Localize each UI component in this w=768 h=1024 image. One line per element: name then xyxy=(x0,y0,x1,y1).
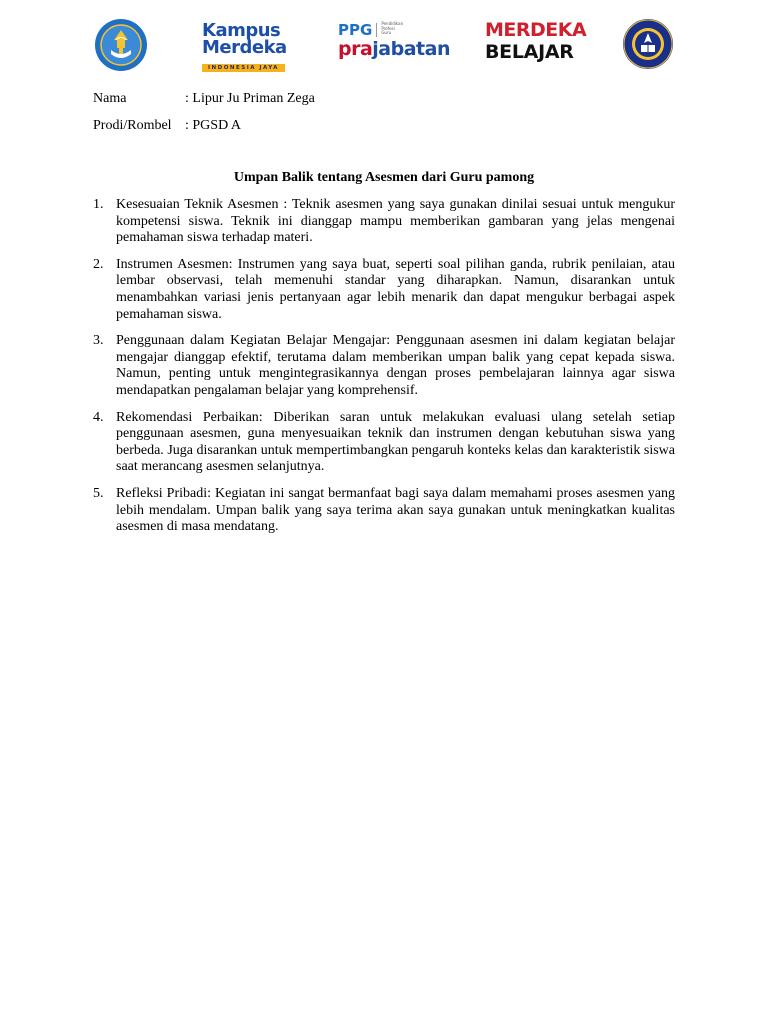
list-item-number: 5. xyxy=(93,485,104,501)
ppg-logo-subtitle-3: Guru xyxy=(381,30,392,35)
list-item xyxy=(93,486,675,536)
name-label: Nama xyxy=(93,91,127,106)
list-item xyxy=(93,333,675,399)
prajabatan-logo-pra: pra xyxy=(338,38,373,60)
prodi-label: Prodi/Rombel xyxy=(93,118,172,133)
feedback-list xyxy=(93,197,675,546)
list-item xyxy=(93,257,675,323)
name-value: : Lipur Ju Priman Zega xyxy=(185,91,315,106)
list-item-text: Kesesuaian Teknik Asesmen : Teknik asesmen yang saya gunakan dinilai sesuai untuk mengukur kompetensi siswa. Teknik ini dianggap mampu memberikan gambaran yang jelas mengenai pemahaman siswa terhadap materi. xyxy=(116,197,675,246)
list-item-text: Penggunaan dalam Kegiatan Belajar Mengajar: Penggunaan asesmen ini dalam kegiatan belajar mengajar dianggap efektif, terutama dalam memberikan umpan balik yang cepat kepada siswa. Namun, penting untuk mengintegrasikannya dengan proses pembelajaran lainnya agar siswa mendapatkan pengalaman belajar yang komprehensif. xyxy=(116,333,675,398)
list-item-number: 2. xyxy=(93,256,104,272)
kampus-merdeka-logo-line2: Merdeka xyxy=(202,37,287,58)
university-seal-icon xyxy=(622,18,674,70)
merdeka-belajar-logo-top: MERDEKA xyxy=(485,19,587,41)
merdeka-belajar-logo-bottom: BELAJAR xyxy=(485,41,574,63)
header-logos xyxy=(0,14,768,76)
list-item-number: 1. xyxy=(93,197,104,212)
document-title: Umpan Balik tentang Asesmen dari Guru pamong xyxy=(233,170,535,185)
list-item xyxy=(93,197,675,247)
ppg-logo-subtitle-1: Pendidikan xyxy=(381,21,404,26)
kampus-merdeka-tagline: INDONESIA JAYA xyxy=(202,64,285,72)
ppg-logo-subtitle xyxy=(381,22,403,36)
kampus-merdeka-logo xyxy=(202,22,298,72)
ppg-prajabatan-logo xyxy=(338,21,450,72)
list-item xyxy=(93,410,675,476)
ppg-logo-divider xyxy=(376,23,377,37)
ppg-logo-subtitle-2: Profesi xyxy=(381,25,395,31)
merdeka-belajar-logo xyxy=(485,19,587,71)
prodi-row xyxy=(93,118,241,134)
kampus-merdeka-logo-line1: Kampus xyxy=(202,20,281,41)
prodi-value: : PGSD A xyxy=(185,118,242,133)
name-row xyxy=(93,91,315,107)
list-item-text: Instrumen Asesmen: Instrumen yang saya buat, seperti soal pilihan ganda, rubrik penilaian, atau lembar observasi, telah memenuhi standar yang diharapkan. Namun, disarankan untuk menambahkan variasi jenis pertanyaan agar lebih menarik dan dapat mengukur berbagai aspek pemahaman siswa. xyxy=(116,256,675,322)
list-item-text: Refleksi Pribadi: Kegiatan ini sangat bermanfaat bagi saya dalam memahami proses asesmen yang lebih mendalam. Umpan balik yang saya terima akan saya gunakan untuk meningkatkan kualitas asesmen di masa mendatang. xyxy=(116,485,675,535)
prajabatan-logo-word xyxy=(338,38,450,60)
ppg-logo-word: PPG xyxy=(338,21,373,39)
kemdikbud-logo-icon xyxy=(94,18,148,72)
list-item-number: 3. xyxy=(93,333,104,349)
prajabatan-logo-jabatan: jabatan xyxy=(372,38,450,60)
list-item-text: Rekomendasi Perbaikan: Diberikan saran untuk melakukan evaluasi ulang setelah setiap penggunaan asesmen, guna menyesuaikan teknik dan instrumen dengan kebutuhan siswa yang berbeda. Juga disarankan untuk mempertimbangkan pengaruh konteks kelas dan karakteristik siswa saat merancang asesmen selanjutnya. xyxy=(116,409,675,475)
list-item-number: 4. xyxy=(93,409,104,425)
